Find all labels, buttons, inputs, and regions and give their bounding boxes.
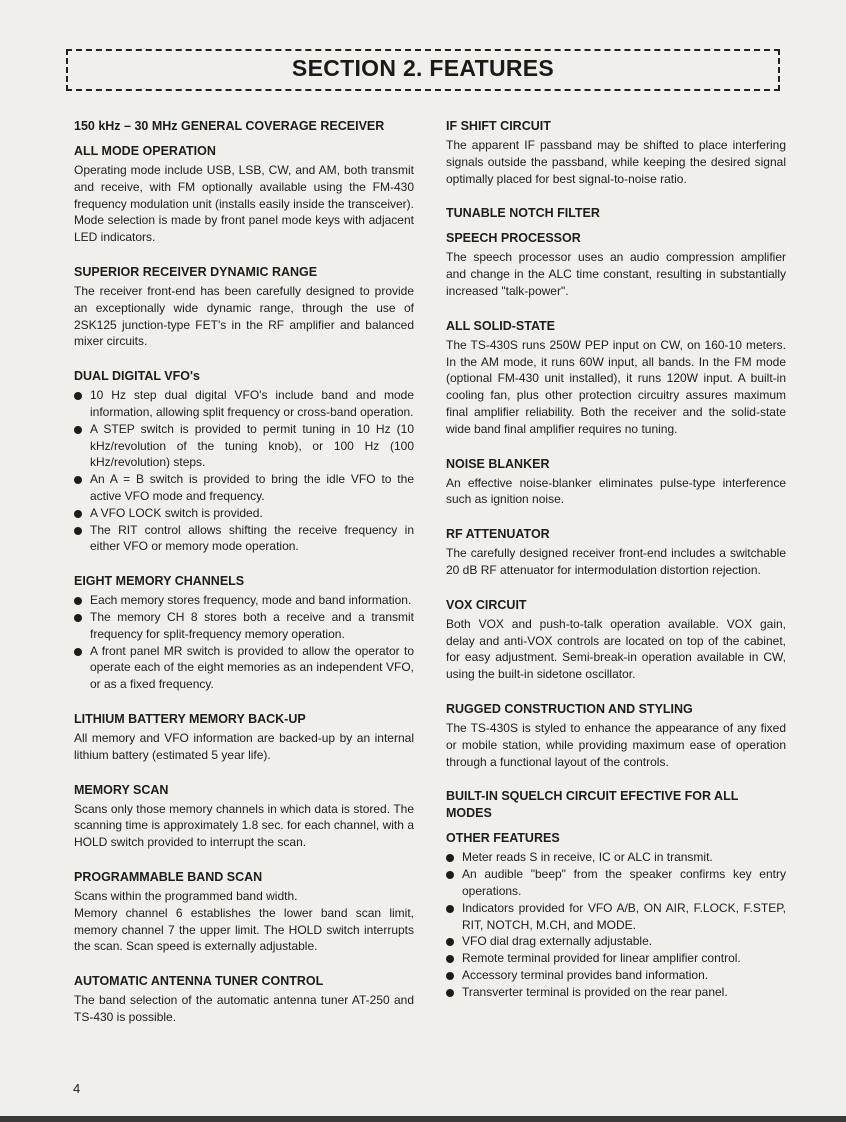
bullet-item bbox=[74, 421, 414, 471]
section-body: The TS-430S is styled to enhance the appearance of any fixed or mobile station, while providing maximum ease of operation through a functional layout of the controls. bbox=[446, 720, 786, 769]
page-number: 4 bbox=[73, 1081, 81, 1096]
bullet-item bbox=[74, 609, 414, 643]
section-body: The carefully designed receiver front-end includes a switchable 20 dB RF attenuator for intermodulation distortion rejection. bbox=[446, 546, 786, 577]
section-heading: DUAL DIGITAL VFO's bbox=[74, 369, 200, 384]
bullet-item bbox=[74, 643, 414, 693]
bullet-item bbox=[446, 849, 786, 866]
feature-section-other-features bbox=[446, 830, 786, 1000]
bullet-item bbox=[74, 505, 414, 522]
bullet-dot-icon bbox=[446, 871, 454, 879]
bullet-item bbox=[446, 967, 786, 984]
bullet-item bbox=[74, 471, 414, 505]
bullet-item bbox=[74, 592, 414, 609]
section-body: The TS-430S runs 250W PEP input on CW, on 160-10 meters. In the AM mode, it runs 60W input, all bands. In the FM mode (optional FM-430 unit installed), it runs 120W input. A built-in cooling fan, plus other protection circuitry assures maximum final amplifier reliability. Both the receiver and the solid-state wide band final amplifier requires no tuning. bbox=[446, 337, 786, 436]
feature-section-tunable-notch-filter bbox=[446, 205, 786, 222]
section-heading: AUTOMATIC ANTENNA TUNER CONTROL bbox=[74, 974, 324, 989]
bullet-dot-icon bbox=[446, 938, 454, 946]
feature-section-150-khz-30-mhz-general-coverage-receiver bbox=[74, 118, 414, 135]
bullet-dot-icon bbox=[74, 597, 82, 605]
feature-section-superior-receiver-dynamic-range bbox=[74, 264, 414, 350]
section-body: Scans within the programmed band width. Memory channel 6 establishes the lower band scan limit, memory channel 7 the upper limit. The HOLD switch interrupts the scan. Scan speed is externally adjustable. bbox=[74, 888, 414, 954]
section-heading: LITHIUM BATTERY MEMORY BACK-UP bbox=[74, 711, 306, 726]
feature-section-built-in-squelch-circuit-efective-for-all-modes bbox=[446, 788, 786, 822]
feature-section-dual-digital-vfo-s bbox=[74, 368, 414, 555]
feature-section-all-mode-operation bbox=[74, 143, 414, 246]
feature-section-rf-attenuator bbox=[446, 526, 786, 579]
section-body: The band selection of the automatic antenna tuner AT-250 and TS-430 is possible. bbox=[74, 993, 414, 1024]
bullet-list bbox=[446, 849, 786, 1000]
bullet-item bbox=[446, 933, 786, 950]
section-body: Operating mode include USB, LSB, CW, and AM, both transmit and receive, with FM optionally available using the FM-430 frequency modulation unit (installs easily inside the transceiver). Mode selection is made by front panel mode keys with adjacent LED indicators. bbox=[74, 163, 414, 245]
section-body: The speech processor uses an audio compression amplifier and change in the ALC time constant, resulting in substantially increased "talk-power". bbox=[446, 250, 786, 298]
bullet-item bbox=[446, 866, 786, 900]
feature-section-noise-blanker bbox=[446, 456, 786, 509]
section-heading: TUNABLE NOTCH FILTER bbox=[446, 206, 600, 221]
bullet-item bbox=[446, 900, 786, 934]
feature-section-eight-memory-channels bbox=[74, 573, 414, 693]
page-bottom-edge bbox=[0, 1116, 846, 1122]
bullet-dot-icon bbox=[74, 426, 82, 434]
section-heading: EIGHT MEMORY CHANNELS bbox=[74, 574, 245, 589]
feature-section-all-solid-state bbox=[446, 318, 786, 438]
feature-section-rugged-construction-and-styling bbox=[446, 701, 786, 770]
bullet-item bbox=[446, 950, 786, 967]
section-heading: OTHER FEATURES bbox=[446, 831, 560, 846]
bullet-dot-icon bbox=[74, 527, 82, 535]
section-heading: ALL MODE OPERATION bbox=[74, 144, 216, 158]
feature-section-speech-processor bbox=[446, 230, 786, 299]
feature-section-if-shift-circuit bbox=[446, 118, 786, 187]
bullet-text: VFO dial drag externally adjustable. bbox=[462, 934, 653, 949]
feature-section-memory-scan bbox=[74, 782, 414, 851]
bullet-text: The memory CH 8 stores both a receive and a transmit frequency for split-frequency memory operation. bbox=[90, 609, 414, 641]
bullet-text: Accessory terminal provides band information. bbox=[462, 967, 709, 982]
section-heading: MEMORY SCAN bbox=[74, 782, 169, 797]
bullet-item bbox=[74, 522, 414, 556]
feature-section-automatic-antenna-tuner-control bbox=[74, 973, 414, 1026]
section-heading: SUPERIOR RECEIVER DYNAMIC RANGE bbox=[74, 264, 318, 279]
feature-section-lithium-battery-memory-back-up bbox=[74, 711, 414, 764]
section-header-box bbox=[66, 49, 780, 91]
bullet-list bbox=[74, 592, 414, 693]
bullet-dot-icon bbox=[74, 614, 82, 622]
section-heading: NOISE BLANKER bbox=[446, 456, 550, 471]
bullet-dot-icon bbox=[74, 392, 82, 400]
section-heading: PROGRAMMABLE BAND SCAN bbox=[74, 869, 263, 884]
feature-section-vox-circuit bbox=[446, 597, 786, 683]
bullet-text: An audible "beep" from the speaker confirms key entry operations. bbox=[462, 867, 786, 898]
bullet-dot-icon bbox=[446, 905, 454, 913]
bullet-dot-icon bbox=[74, 476, 82, 484]
bullet-list bbox=[74, 387, 414, 555]
bullet-text: The RIT control allows shifting the receive frequency in either VFO or memory mode operation. bbox=[90, 522, 414, 554]
section-heading: VOX CIRCUIT bbox=[446, 597, 527, 612]
bullet-dot-icon bbox=[74, 648, 82, 656]
bullet-text: A VFO LOCK switch is provided. bbox=[90, 505, 263, 520]
bullet-dot-icon bbox=[446, 989, 454, 997]
bullet-text: 10 Hz step dual digital VFO's include band and mode information, allowing split frequency or cross-band operation. bbox=[90, 388, 414, 419]
section-body: The apparent IF passband may be shifted to place interfering signals outside the passband, while keeping the desired signal optimally placed for best signal-to-noise ratio. bbox=[446, 138, 786, 186]
bullet-text: Remote terminal provided for linear amplifier control. bbox=[462, 951, 741, 966]
bullet-text: Each memory stores frequency, mode and band information. bbox=[90, 593, 412, 608]
bullet-dot-icon bbox=[446, 955, 454, 963]
section-heading: RUGGED CONSTRUCTION AND STYLING bbox=[446, 701, 693, 716]
section-body: Both VOX and push-to-talk operation available. VOX gain, delay and anti-VOX controls are located on top of the cabinet, for easy adjustment. Semi-break-in operation available in CW, using the built-in sidetone oscillator. bbox=[446, 616, 786, 682]
section-body: An effective noise-blanker eliminates pulse-type interference such as ignition noise. bbox=[446, 475, 786, 507]
section-body: The receiver front-end has been carefully designed to provide an exceptionally wide dynamic range, through the use of 2SK125 junction-type FET's in the RF amplifier and balanced mixer circuits. bbox=[74, 283, 414, 349]
bullet-text: Meter reads S in receive, IC or ALC in transmit. bbox=[462, 850, 713, 865]
section-heading: 150 kHz – 30 MHz GENERAL COVERAGE RECEIVER bbox=[74, 119, 385, 133]
bullet-dot-icon bbox=[446, 972, 454, 980]
bullet-item bbox=[446, 984, 786, 1001]
bullet-text: A STEP switch is provided to permit tuning in 10 Hz (10 kHz/revolution of the tuning knob), or 100 Hz (100 kHz/revolution) steps. bbox=[90, 421, 414, 470]
section-body: Scans only those memory channels in which data is stored. The scanning time is approximately 1.8 sec. for each channel, with a HOLD switch provided to interrupt the scan. bbox=[74, 801, 414, 850]
section-body: All memory and VFO information are backed-up by an internal lithium battery (estimated 5 year life). bbox=[74, 730, 414, 762]
section-heading: RF ATTENUATOR bbox=[446, 527, 550, 542]
right-column bbox=[446, 118, 786, 1019]
bullet-text: Transverter terminal is provided on the rear panel. bbox=[462, 984, 728, 999]
bullet-text: A front panel MR switch is provided to allow the operator to operate each of the eight memories as an independent VFO, or as a fixed frequency. bbox=[90, 643, 414, 692]
section-heading: SPEECH PROCESSOR bbox=[446, 231, 581, 246]
section-title: SECTION 2. FEATURES bbox=[291, 55, 555, 81]
bullet-dot-icon bbox=[446, 854, 454, 862]
feature-section-programmable-band-scan bbox=[74, 869, 414, 955]
bullet-text: An A = B switch is provided to bring the idle VFO to the active VFO mode and frequency. bbox=[90, 472, 414, 503]
left-column bbox=[74, 118, 414, 1044]
bullet-dot-icon bbox=[74, 510, 82, 518]
section-heading: IF SHIFT CIRCUIT bbox=[446, 119, 551, 133]
bullet-item bbox=[74, 387, 414, 421]
bullet-text: Indicators provided for VFO A/B, ON AIR, F.LOCK, F.STEP, RIT, NOTCH, M.CH, and MODE. bbox=[462, 900, 786, 932]
section-heading: BUILT-IN SQUELCH CIRCUIT EFECTIVE FOR ALL MODES bbox=[446, 789, 739, 821]
section-heading: ALL SOLID-STATE bbox=[446, 318, 556, 333]
